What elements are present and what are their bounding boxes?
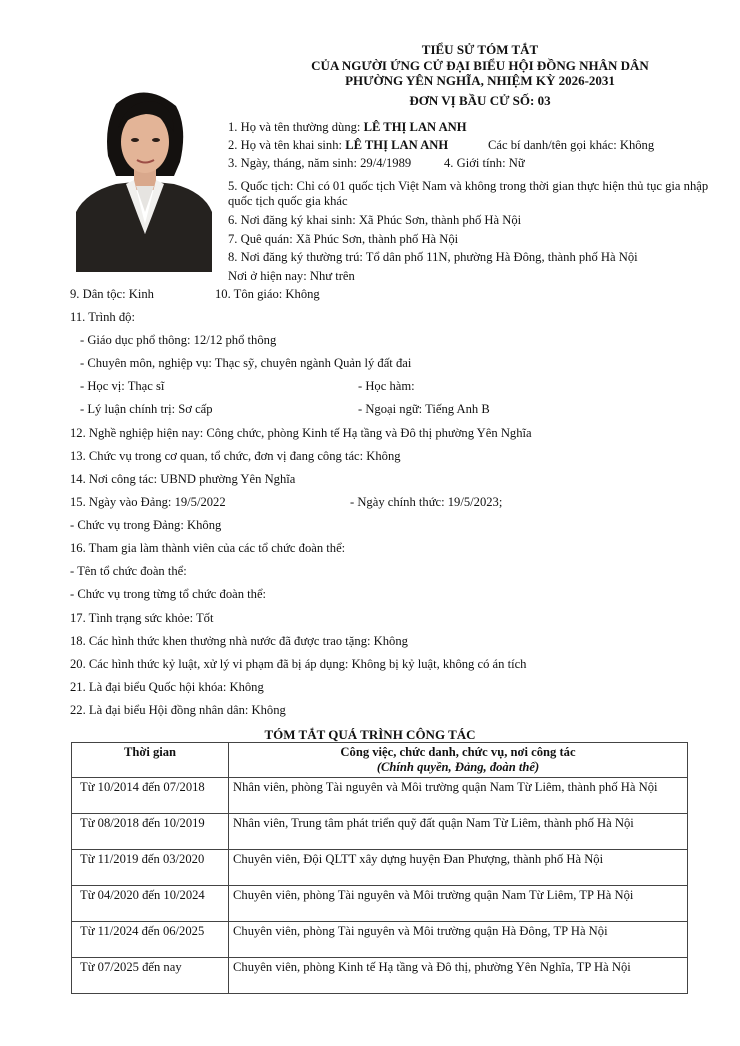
- period-header-text: Thời gian: [123, 745, 177, 759]
- permanent-residence: 8. Nơi đăng ký thường trú: Tổ dân phố 11N, phường Hà Đông, thành phố Hà Nội: [228, 250, 638, 264]
- common-name-line: [228, 120, 467, 135]
- period-cell: Từ 04/2020 đến 10/2024: [72, 886, 229, 922]
- birth-name-value: LÊ THỊ LAN ANH: [345, 138, 449, 152]
- health-status: 17. Tình trạng sức khỏe: Tốt: [70, 611, 214, 625]
- degree-field: - Học vị: Thạc sĩ: [80, 379, 165, 393]
- period-cell: Từ 10/2014 đến 07/2018: [72, 778, 229, 814]
- work-history-table: [71, 742, 688, 994]
- period-column-header: [72, 743, 229, 778]
- mass-organization-heading: 16. Tham gia làm thành viên của các tổ chức đoàn thể:: [70, 541, 346, 555]
- organization-position: - Chức vụ trong từng tổ chức đoàn thể:: [70, 587, 267, 601]
- job-cell: Nhân viên, Trung tâm phát triển quỹ đất quận Nam Từ Liêm, thành phố Hà Nội: [229, 814, 688, 850]
- current-residence: Nơi ở hiện nay: Như trên: [228, 269, 355, 283]
- position-field: 13. Chức vụ trong cơ quan, tổ chức, đơn vị đang công tác: Không: [70, 449, 401, 463]
- table-row: [72, 778, 688, 814]
- header-title: TIỂU SỬ TÓM TẮT: [421, 42, 539, 57]
- party-official-date: - Ngày chính thức: 19/5/2023;: [350, 495, 503, 509]
- header-ward-term: PHƯỜNG YÊN NGHĨA, NHIỆM KỲ 2026-2031: [345, 73, 615, 88]
- alias-field: Các bí danh/tên gọi khác: Không: [488, 138, 655, 152]
- job-header-subtext: (Chính quyền, Đảng, đoàn thể): [376, 760, 540, 774]
- birth-register-place: 6. Nơi đăng ký khai sinh: Xã Phúc Sơn, thành phố Hà Nội: [228, 213, 522, 227]
- job-cell: Chuyên viên, phòng Tài nguyên và Môi trường quận Nam Từ Liêm, TP Hà Nội: [229, 886, 688, 922]
- awards-field: 18. Các hình thức khen thưởng nhà nước đã được trao tặng: Không: [70, 634, 408, 648]
- job-cell: Nhân viên, phòng Tài nguyên và Môi trường quận Nam Từ Liêm, thành phố Hà Nội: [229, 778, 688, 814]
- general-education: - Giáo dục phổ thông: 12/12 phổ thông: [80, 333, 277, 347]
- organization-name: - Tên tổ chức đoàn thể:: [70, 564, 187, 578]
- occupation-field: 12. Nghề nghiệp hiện nay: Công chức, phòng Kinh tế Hạ tầng và Đô thị phường Yên Nghĩa: [70, 426, 532, 440]
- nationality-field: 5. Quốc tịch: Chỉ có 01 quốc tịch Việt Nam và không trong thời gian thực hiện thủ tục gia nhập quốc tịch quốc gia khác: [228, 179, 709, 208]
- hometown-field: 7. Quê quán: Xã Phúc Sơn, thành phố Hà Nội: [228, 232, 459, 246]
- academic-title-field: - Học hàm:: [358, 379, 415, 393]
- birth-name-line: [228, 138, 448, 153]
- job-cell: Chuyên viên, phòng Kinh tế Hạ tầng và Đô thị, phường Yên Nghĩa, TP Hà Nội: [229, 958, 688, 994]
- table-header-row: [72, 743, 688, 778]
- ethnicity-field: 9. Dân tộc: Kinh: [70, 287, 154, 301]
- common-name-label: 1. Họ và tên thường dùng:: [228, 120, 361, 134]
- period-cell: Từ 11/2024 đến 06/2025: [72, 922, 229, 958]
- period-cell: Từ 07/2025 đến nay: [72, 958, 229, 994]
- job-column-header: [229, 743, 688, 778]
- common-name-value: LÊ THỊ LAN ANH: [363, 120, 467, 134]
- period-cell: Từ 11/2019 đến 03/2020: [72, 850, 229, 886]
- workplace-field: 14. Nơi công tác: UBND phường Yên Nghĩa: [70, 472, 296, 486]
- gender-field: 4. Giới tính: Nữ: [444, 156, 525, 170]
- professional-qualification: - Chuyên môn, nghiệp vụ: Thạc sỹ, chuyên ngành Quản lý đất đai: [80, 356, 412, 370]
- document-header: [230, 42, 730, 108]
- job-cell: Chuyên viên, phòng Tài nguyên và Môi trường quận Hà Đông, TP Hà Nội: [229, 922, 688, 958]
- party-position: - Chức vụ trong Đảng: Không: [70, 518, 222, 532]
- table-row: [72, 850, 688, 886]
- job-cell: Chuyên viên, Đội QLTT xây dựng huyện Đan Phượng, thành phố Hà Nội: [229, 850, 688, 886]
- political-theory-field: - Lý luận chính trị: Sơ cấp: [80, 402, 213, 416]
- job-header-text: Công việc, chức danh, chức vụ, nơi công tác: [340, 745, 576, 759]
- header-subtitle: CỦA NGƯỜI ỨNG CỬ ĐẠI BIỂU HỘI ĐỒNG NHÂN DÂN: [311, 57, 649, 73]
- electoral-unit: ĐƠN VỊ BẦU CỬ SỐ: 03: [409, 92, 551, 108]
- table-row: [72, 886, 688, 922]
- party-join-date: 15. Ngày vào Đảng: 19/5/2022: [70, 495, 226, 509]
- table-row: [72, 958, 688, 994]
- candidate-portrait: [76, 84, 212, 272]
- foreign-language-field: - Ngoại ngữ: Tiếng Anh B: [358, 402, 490, 416]
- discipline-field: 20. Các hình thức kỷ luật, xử lý vi phạm đã bị áp dụng: Không bị kỷ luật, không có án tích: [70, 657, 527, 671]
- period-cell: Từ 08/2018 đến 10/2019: [72, 814, 229, 850]
- table-row: [72, 922, 688, 958]
- birth-name-label: 2. Họ và tên khai sinh:: [228, 138, 343, 152]
- religion-field: 10. Tôn giáo: Không: [215, 287, 320, 301]
- people-council-deputy: 22. Là đại biểu Hội đồng nhân dân: Không: [70, 703, 286, 717]
- education-heading: 11. Trình độ:: [70, 310, 135, 324]
- table-row: [72, 814, 688, 850]
- national-assembly-deputy: 21. Là đại biểu Quốc hội khóa: Không: [70, 680, 264, 694]
- work-history-title: TÓM TẮT QUÁ TRÌNH CÔNG TÁC: [264, 727, 476, 742]
- date-of-birth: 3. Ngày, tháng, năm sinh: 29/4/1989: [228, 156, 412, 170]
